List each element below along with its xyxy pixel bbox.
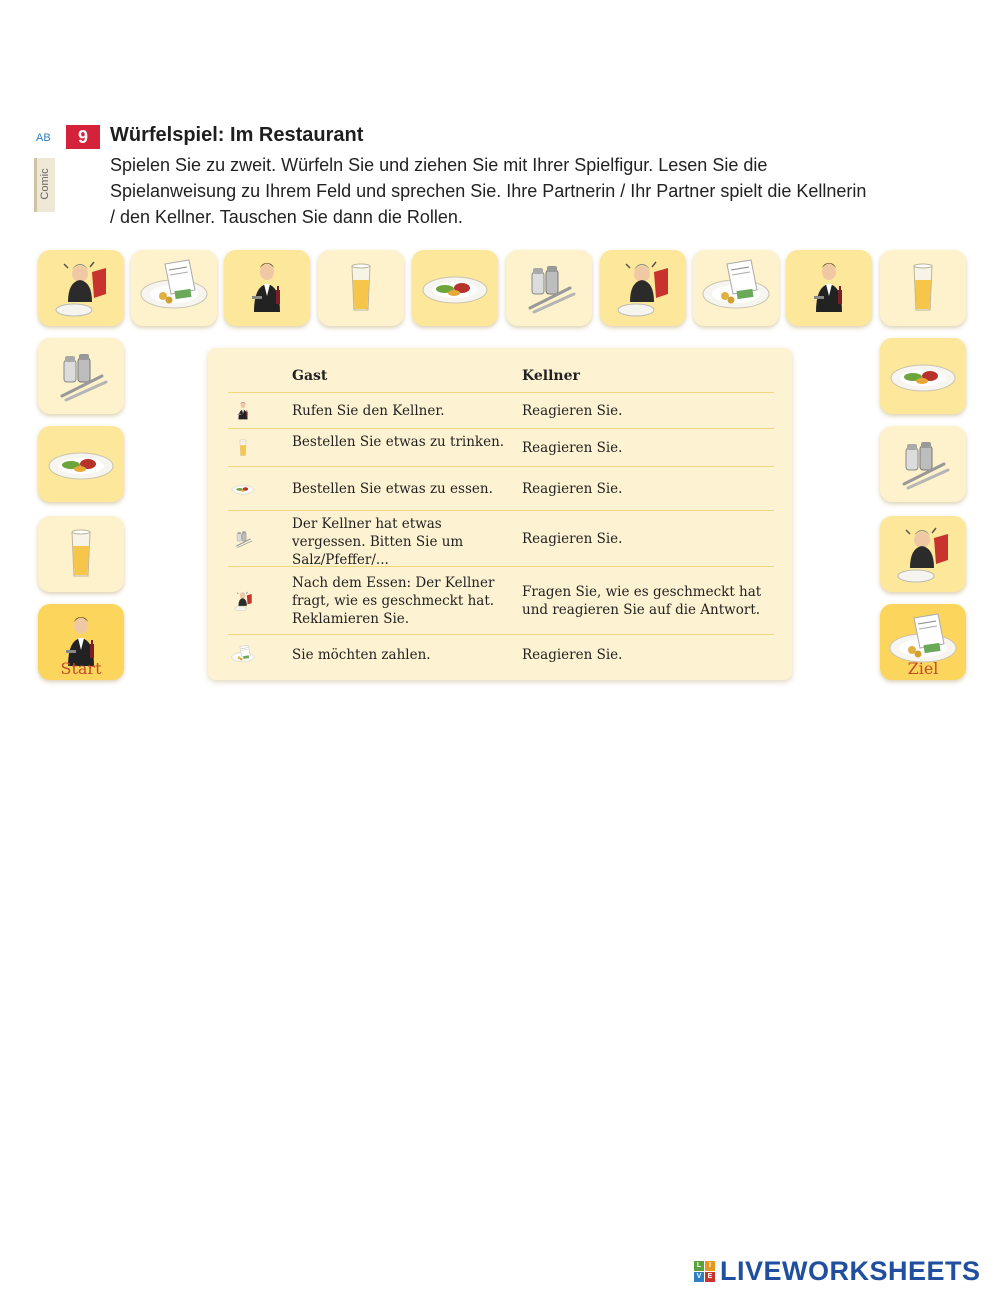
waiter-instruction: Reagieren Sie. <box>522 647 623 663</box>
guest-instruction: Der Kellner hat etwas vergessen. Bitten Sie um Salz/Pfeffer/... <box>292 516 464 568</box>
guest-instruction: Bestellen Sie etwas zu essen. <box>292 481 493 497</box>
comic-tab-label: Comic <box>39 168 51 200</box>
board-field-drink <box>38 516 124 592</box>
guest-instruction: Bestellen Sie etwas zu trinken. <box>292 434 505 450</box>
food-icon <box>228 474 258 508</box>
ab-label: AB <box>36 132 51 144</box>
exercise-instructions: Spielen Sie zu zweit. Würfeln Sie und ziehen Sie mit Ihrer Spielfigur. Lesen Sie die Spielanweisung zu Ihrem Feld und sprechen Sie. Ihre Partnerin / Ihr Partner spielt die Kellnerin / den Kellner. Tauschen Sie dann die Rollen. <box>110 155 867 227</box>
waiter-instruction: Reagieren Sie. <box>522 531 623 547</box>
guest-instruction: Rufen Sie den Kellner. <box>292 403 445 419</box>
board-field-drink <box>318 250 404 326</box>
board-field-drink <box>880 250 966 326</box>
waiter-icon <box>228 396 258 430</box>
exercise-number-badge: 9 <box>66 125 100 149</box>
logo-letter: E <box>705 1272 715 1282</box>
exercise-title: Würfelspiel: Im Restaurant <box>110 124 364 146</box>
table-row <box>228 428 774 467</box>
column-header-waiter: Kellner <box>522 368 580 384</box>
liveworksheets-brand[interactable] <box>694 1256 981 1287</box>
board-field-salt-pepper <box>506 250 592 326</box>
board-field-food <box>38 426 124 502</box>
column-header-guest: Gast <box>292 368 328 384</box>
drink-icon <box>228 433 258 467</box>
salt-pepper-icon <box>228 524 258 558</box>
board-field-food <box>412 250 498 326</box>
bill-icon <box>228 640 258 674</box>
comic-side-tab <box>34 158 55 212</box>
guest-complaint-icon <box>228 586 258 620</box>
brand-name: LIVEWORKSHEETS <box>720 1256 981 1286</box>
board-field-guest-complaint <box>600 250 686 326</box>
guest-instruction: Sie möchten zahlen. <box>292 647 431 663</box>
board-field-bill <box>693 250 779 326</box>
board-field-guest-complaint <box>38 250 124 326</box>
goal-field <box>880 604 966 680</box>
board-field-salt-pepper <box>38 338 124 414</box>
board-field-waiter <box>786 250 872 326</box>
goal-field-label: Ziel <box>907 659 939 678</box>
waiter-instruction: Reagieren Sie. <box>522 440 623 456</box>
board-field-food <box>880 338 966 414</box>
waiter-instruction: Reagieren Sie. <box>522 481 623 497</box>
start-field-label: Start <box>60 659 102 678</box>
logo-letter: I <box>705 1261 715 1271</box>
logo-letter: L <box>694 1261 704 1271</box>
board-field-waiter <box>224 250 310 326</box>
waiter-instruction: Fragen Sie, wie es geschmeckt hat und reagieren Sie auf die Antwort. <box>522 584 762 618</box>
instruction-table <box>208 348 792 680</box>
liveworksheets-logo-icon <box>694 1261 716 1283</box>
table-row <box>228 566 774 635</box>
table-row <box>228 510 774 567</box>
board-field-bill <box>131 250 217 326</box>
table-row <box>228 466 774 511</box>
table-row <box>228 392 774 429</box>
board-field-salt-pepper <box>880 426 966 502</box>
start-field <box>38 604 124 680</box>
board-field-guest-complaint <box>880 516 966 592</box>
waiter-instruction: Reagieren Sie. <box>522 403 623 419</box>
guest-instruction: Nach dem Essen: Der Kellner fragt, wie es geschmeckt hat. Reklamieren Sie. <box>292 575 495 627</box>
logo-letter: V <box>694 1272 704 1282</box>
table-row <box>228 634 774 675</box>
